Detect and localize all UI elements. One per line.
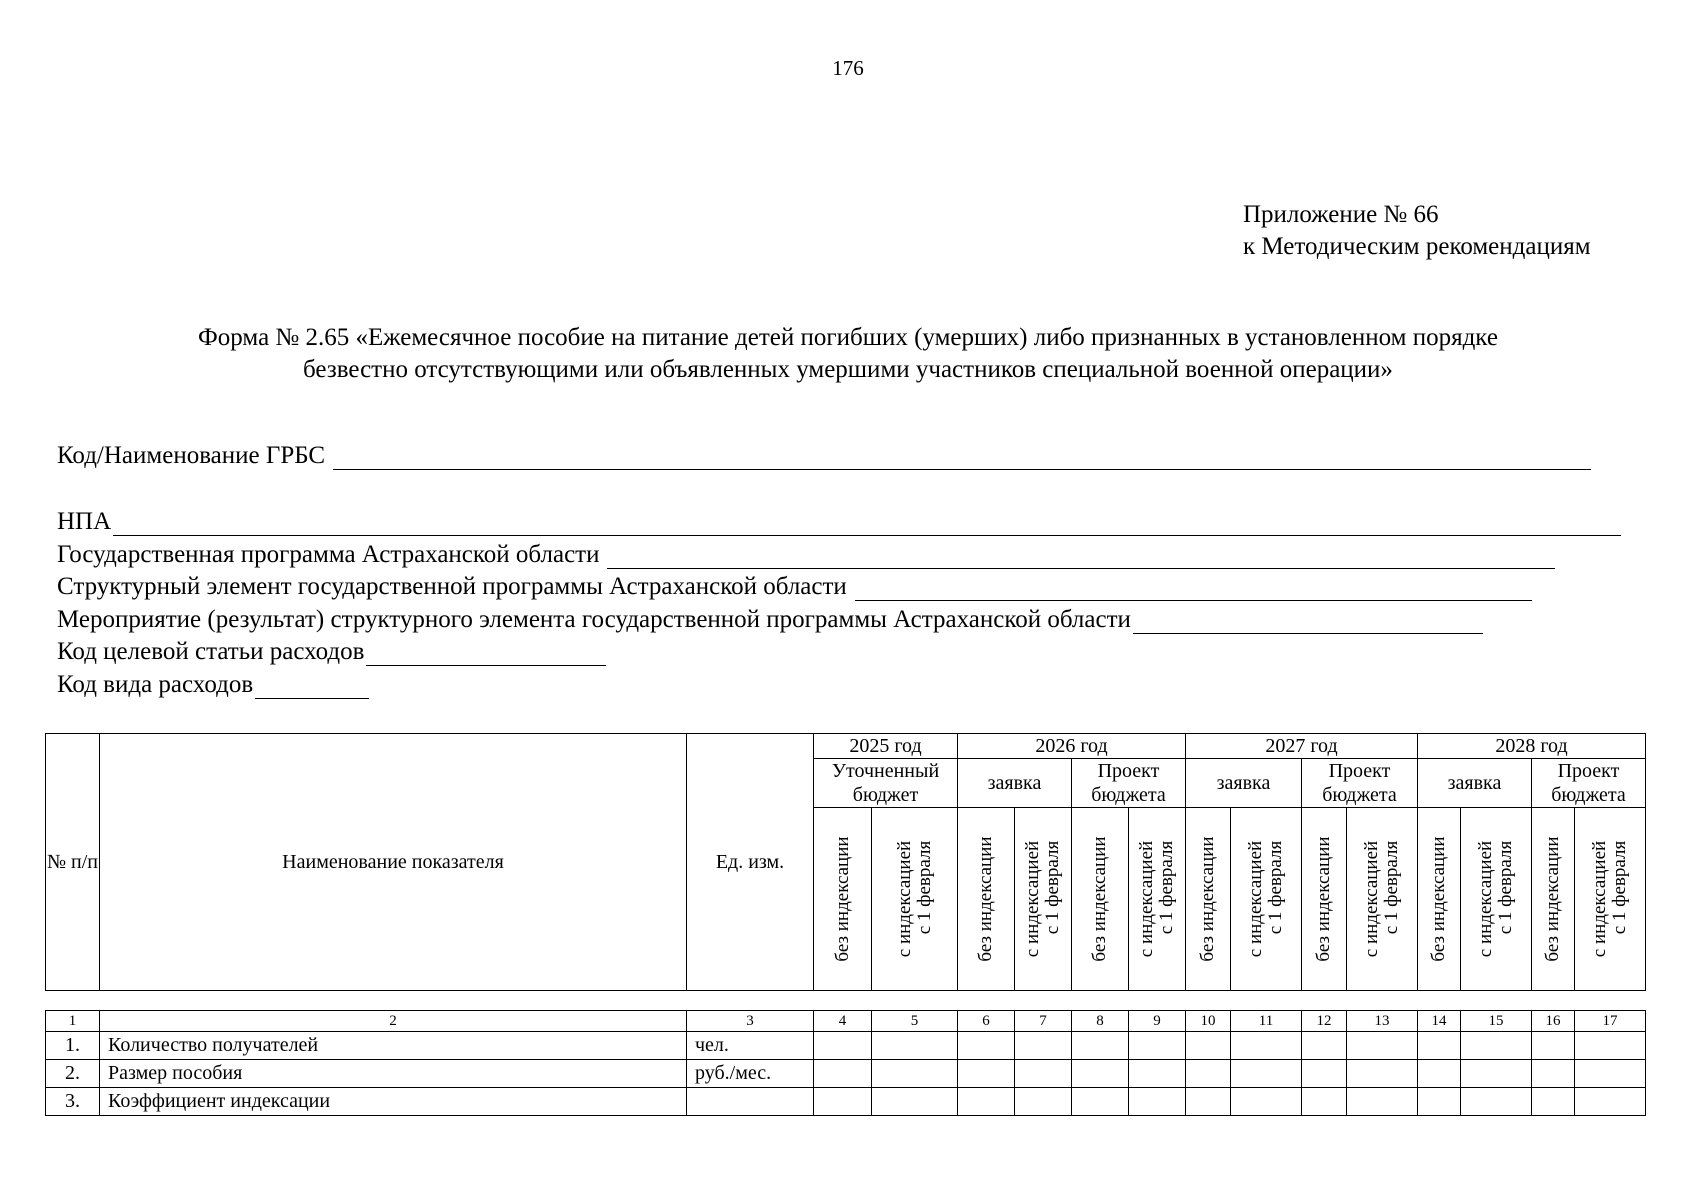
value-cell[interactable] (1072, 1032, 1129, 1060)
header-no-index (1532, 808, 1575, 991)
header-with-index-text: с индексацией (1022, 840, 1043, 958)
field-measure (57, 606, 1483, 634)
header-with-index (1231, 808, 1302, 991)
header-no-index (1418, 808, 1461, 991)
header-year-2028: 2028 год (1418, 734, 1646, 759)
value-cell[interactable] (1418, 1032, 1461, 1060)
field-expense-code-label: Код вида расходов (57, 671, 254, 698)
header-draft-2027: Проект бюджета (1302, 759, 1418, 808)
header-draft-2028: Проект бюджета (1532, 759, 1646, 808)
header-with-index (1015, 808, 1072, 991)
header-with-index (872, 808, 958, 991)
form-title-line1: Форма № 2.65 «Ежемесячное пособие на питание детей погибших (умерших) либо признанных в установленном порядке (198, 324, 1498, 351)
header-from-february-text: с 1 февраля (1156, 840, 1177, 935)
value-cell[interactable] (958, 1032, 1015, 1060)
header-with-index-text: с индексацией (1589, 840, 1610, 958)
column-number: 9 (1129, 1011, 1186, 1032)
value-cell[interactable] (814, 1060, 872, 1088)
header-year-2025: 2025 год (814, 734, 958, 759)
field-program-line[interactable] (607, 544, 1555, 569)
table-header (45, 733, 1646, 991)
header-no-index (1186, 808, 1231, 991)
value-cell[interactable] (1302, 1088, 1347, 1116)
column-number: 3 (687, 1011, 814, 1032)
column-number: 14 (1418, 1011, 1461, 1032)
value-cell[interactable] (1418, 1088, 1461, 1116)
field-expense-code (57, 671, 369, 699)
row-number: 2. (46, 1060, 100, 1088)
column-number: 2 (100, 1011, 687, 1032)
value-cell[interactable] (1302, 1032, 1347, 1060)
value-cell[interactable] (1129, 1060, 1186, 1088)
value-cell[interactable] (1461, 1088, 1532, 1116)
column-number: 11 (1231, 1011, 1302, 1032)
header-year-2026: 2026 год (958, 734, 1186, 759)
column-number: 6 (958, 1011, 1015, 1032)
column-number: 5 (872, 1011, 958, 1032)
row-number: 1. (46, 1032, 100, 1060)
field-grbs (57, 442, 1591, 470)
value-cell[interactable] (1575, 1060, 1646, 1088)
header-from-february-text: с 1 февраля (1265, 840, 1286, 935)
row-indicator-name: Размер пособия (100, 1060, 687, 1088)
field-program (57, 541, 1555, 569)
value-cell[interactable] (1347, 1032, 1418, 1060)
value-cell[interactable] (1231, 1088, 1302, 1116)
column-number-row (46, 1011, 1646, 1032)
column-number: 15 (1461, 1011, 1532, 1032)
field-measure-line[interactable] (1133, 609, 1483, 634)
table-row (46, 1032, 1646, 1060)
field-element-label: Структурный элемент государственной программы Астраханской области (57, 573, 847, 600)
value-cell[interactable] (1129, 1032, 1186, 1060)
header-no-index (1072, 808, 1129, 991)
column-number: 12 (1302, 1011, 1347, 1032)
value-cell[interactable] (1072, 1088, 1129, 1116)
header-no-index-text: без индексации (1089, 836, 1110, 962)
header-refined-budget: Уточненный бюджет (814, 759, 958, 808)
field-grbs-line[interactable] (333, 445, 1591, 470)
value-cell[interactable] (1015, 1060, 1072, 1088)
header-no-index-text: без индексации (1313, 836, 1334, 962)
value-cell[interactable] (1575, 1088, 1646, 1116)
field-element (57, 573, 1532, 601)
value-cell[interactable] (1302, 1060, 1347, 1088)
value-cell[interactable] (1186, 1060, 1231, 1088)
value-cell[interactable] (1072, 1060, 1129, 1088)
value-cell[interactable] (814, 1088, 872, 1116)
header-from-february-text: с 1 февраля (1381, 840, 1402, 935)
header-with-index (1575, 808, 1646, 991)
column-number: 1 (46, 1011, 100, 1032)
row-unit: чел. (687, 1032, 814, 1060)
row-unit: руб./мес. (687, 1060, 814, 1088)
value-cell[interactable] (1231, 1060, 1302, 1088)
field-element-line[interactable] (855, 576, 1532, 601)
header-num: № п/п (46, 734, 100, 991)
value-cell[interactable] (1532, 1060, 1575, 1088)
field-expense-code-line[interactable] (255, 674, 369, 699)
field-target-code (57, 638, 606, 666)
field-npa-line[interactable] (113, 511, 1621, 536)
header-from-february-text: с 1 февраля (1495, 840, 1516, 935)
row-indicator-name: Количество получателей (100, 1032, 687, 1060)
header-request-2026: заявка (958, 759, 1072, 808)
header-no-index (958, 808, 1015, 991)
field-npa (57, 508, 1621, 536)
header-no-index (1302, 808, 1347, 991)
form-title-line2: безвестно отсутствующими или объявленных умершими участников специальной военной операции» (303, 356, 1393, 383)
header-with-index (1129, 808, 1186, 991)
header-no-index-text: без индексации (1428, 836, 1449, 962)
column-number: 17 (1575, 1011, 1646, 1032)
value-cell[interactable] (1461, 1060, 1532, 1088)
row-unit (687, 1088, 814, 1116)
header-request-2027: заявка (1186, 759, 1302, 808)
field-program-label: Государственная программа Астраханской области (57, 541, 600, 568)
field-npa-label: НПА (57, 508, 112, 535)
value-cell[interactable] (872, 1032, 958, 1060)
row-number: 3. (46, 1088, 100, 1116)
header-name: Наименование показателя (100, 734, 687, 991)
header-no-index-text: без индексации (831, 836, 853, 962)
row-indicator-name: Коэффициент индексации (100, 1088, 687, 1116)
header-with-index-text: с индексацией (1361, 840, 1382, 958)
header-from-february-text: с 1 февраля (1609, 840, 1630, 935)
value-cell[interactable] (1461, 1032, 1532, 1060)
header-with-index-text: с индексацией (893, 840, 915, 958)
table-row (46, 1060, 1646, 1088)
header-with-index (1347, 808, 1418, 991)
form-title (60, 322, 1636, 386)
value-cell[interactable] (1015, 1088, 1072, 1116)
header-with-index-text: с индексацией (1475, 840, 1496, 958)
value-cell[interactable] (814, 1032, 872, 1060)
value-cell[interactable] (1575, 1032, 1646, 1060)
value-cell[interactable] (1532, 1088, 1575, 1116)
field-target-code-line[interactable] (366, 641, 606, 666)
header-with-index-text: с индексацией (1245, 840, 1266, 958)
column-number: 10 (1186, 1011, 1231, 1032)
header-request-2028: заявка (1418, 759, 1532, 808)
column-number: 16 (1532, 1011, 1575, 1032)
header-no-index-text: без индексации (1197, 836, 1218, 962)
field-grbs-label: Код/Наименование ГРБС (57, 442, 326, 469)
value-cell[interactable] (872, 1060, 958, 1088)
value-cell[interactable] (1347, 1060, 1418, 1088)
column-number: 7 (1015, 1011, 1072, 1032)
value-cell[interactable] (958, 1060, 1015, 1088)
column-number: 4 (814, 1011, 872, 1032)
field-target-code-label: Код целевой статьи расходов (57, 638, 365, 665)
header-draft-2026: Проект бюджета (1072, 759, 1186, 808)
header-from-february-text: с 1 февраля (1042, 840, 1063, 935)
value-cell[interactable] (1186, 1032, 1231, 1060)
value-cell[interactable] (1015, 1032, 1072, 1060)
header-with-index-text: с индексацией (1136, 840, 1157, 958)
value-cell[interactable] (1129, 1088, 1186, 1116)
value-cell[interactable] (1347, 1088, 1418, 1116)
column-number: 13 (1347, 1011, 1418, 1032)
value-cell[interactable] (872, 1088, 958, 1116)
page-number: 176 (832, 56, 864, 80)
appendix-reference: к Методическим рекомендациям (1243, 233, 1591, 260)
header-no-index-text: без индексации (975, 836, 996, 962)
appendix-block (1243, 199, 1591, 263)
header-no-index (814, 808, 872, 991)
table-body (45, 1010, 1646, 1116)
column-number: 8 (1072, 1011, 1129, 1032)
header-unit: Ед. изм. (687, 734, 814, 991)
value-cell[interactable] (1418, 1060, 1461, 1088)
value-cell[interactable] (1532, 1032, 1575, 1060)
value-cell[interactable] (958, 1088, 1015, 1116)
header-year-2027: 2027 год (1186, 734, 1418, 759)
header-with-index (1461, 808, 1532, 991)
table-row (46, 1088, 1646, 1116)
header-from-february-text: с 1 февраля (913, 840, 935, 935)
header-no-index-text: без индексации (1542, 836, 1563, 962)
value-cell[interactable] (1231, 1032, 1302, 1060)
field-measure-label: Мероприятие (результат) структурного элемента государственной программы Астраханской области (57, 606, 1131, 633)
value-cell[interactable] (1186, 1088, 1231, 1116)
appendix-number: Приложение № 66 (1243, 201, 1439, 228)
